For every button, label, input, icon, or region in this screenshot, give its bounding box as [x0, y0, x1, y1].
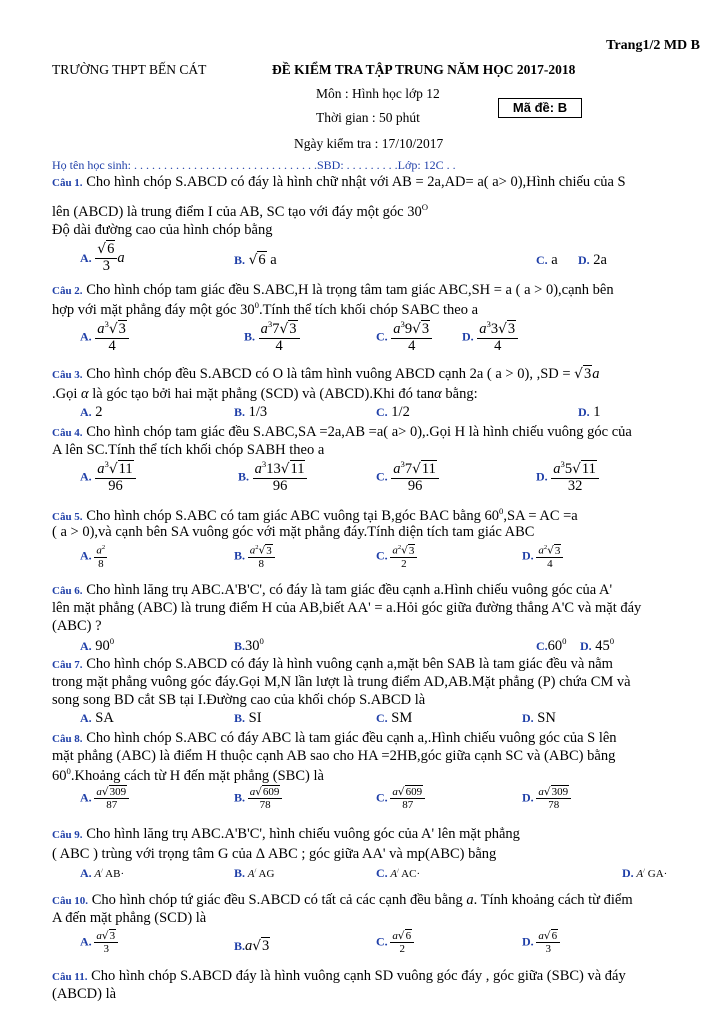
option-b[interactable]: B. 1/3: [234, 404, 268, 420]
option-b[interactable]: B. A/ AG: [234, 866, 275, 880]
question-6: Câu 6. Cho hình lăng trụ ABC.A'B'C', có đáy là tam giác đều cạnh a.Hình chiếu vuông góc của A': [52, 582, 613, 598]
option-d[interactable]: D. $\frac{a^33√3}{4}$: [462, 320, 518, 355]
option-d[interactable]: D. $45^0$: [580, 636, 615, 654]
option-a[interactable]: A. $\frac{a^3√3}{4}$: [80, 320, 129, 355]
question-4: Câu 4. Cho hình chóp tam giác đều S.ABC,SA =2a,AB =a( a> 0),.Gọi H là hình chiếu vuông góc của: [52, 424, 632, 440]
option-a[interactable]: A. $90^0$: [80, 636, 115, 654]
option-c[interactable]: C. a: [536, 252, 558, 268]
question-4-line2: A lên SC.Tính thể tích khối chóp SABH theo a: [52, 442, 325, 458]
question-9-line2: ( ABC ) trùng với trọng tâm G của Δ ABC ; góc giữa AA' và mp(ABC) bằng: [52, 846, 497, 862]
question-1-line2: [52, 202, 706, 221]
subject: Môn : Hình học lớp 12: [316, 86, 440, 101]
option-b[interactable]: B.a√3: [234, 938, 270, 954]
question-1-line3: [52, 222, 706, 239]
question-10: Câu 10. Cho hình chóp tứ giác đều S.ABCD có tất cả các cạnh đều bằng a. Tính khoảng cách từ điểm: [52, 892, 633, 908]
question-11-line2: (ABCD) là: [52, 986, 117, 1002]
question-1: [52, 174, 706, 191]
question-7: Câu 7. Cho hình chóp S.ABCD có đáy là hình vuông cạnh a,mặt bên SAB là tam giác đều và nằm: [52, 656, 613, 672]
option-d[interactable]: D. $\frac{a√6}{3}$: [522, 930, 560, 956]
question-label: Câu 1.: [52, 177, 83, 189]
option-a[interactable]: A. A/ AB·: [80, 866, 125, 880]
fraction: $\frac{√6}{3}$: [95, 242, 117, 275]
exam-date: Ngày kiểm tra : 17/10/2017: [294, 136, 444, 151]
question-2-line2: hợp với mặt phẳng đáy một góc $30^0.Tính$ thể tích khối chóp SABC theo a: [52, 300, 479, 318]
question-6-line2: lên mặt phẳng (ABC) là trung điểm H của AB,biết AA' = a.Hỏi góc giữa đường thẳng A'C và mặt đáy: [52, 600, 642, 616]
question-10-line2: A đến mặt phẳng (SCD) là: [52, 910, 207, 926]
option-c[interactable]: C. $\frac{a^39√3}{4}$: [376, 320, 432, 355]
option-b[interactable]: B. √6 a: [234, 252, 277, 268]
exam-code-box: Mã đề: B: [498, 98, 582, 118]
question-8: Câu 8. Cho hình chóp S.ABC có đáy ABC là tam giác đều cạnh a,.Hình chiếu vuông góc của S lên: [52, 730, 617, 746]
question-8-line2: mặt phẳng (ABC) là điểm H thuộc cạnh AB sao cho HA =2HB,góc giữa cạnh SC và (ABC) bằng: [52, 748, 616, 764]
option-d[interactable]: D. A/ GA·: [622, 866, 668, 880]
option-d[interactable]: D. $\frac{a√309}{78}$: [522, 786, 571, 812]
question-text: lên (ABCD) là trung điểm I của AB, SC tạo với đáy một góc 30: [52, 203, 422, 220]
student-info: Họ tên học sinh: . . . . . . . . . . . . . . . . . . . . . . . . . . . . . . .SBD: . . . . . . . . .Lớp: 12C . .: [52, 158, 456, 172]
option-b[interactable]: B. $\frac{a^313√11}{96}$: [238, 460, 307, 495]
school-name: TRƯỜNG THPT BẾN CÁT: [52, 62, 207, 77]
option-d[interactable]: D. 2a: [578, 252, 607, 268]
question-text: Độ dài đường cao của hình chóp bằng: [52, 222, 273, 238]
question-11: Câu 11. Cho hình chóp S.ABCD đáy là hình vuông cạnh SD vuông góc đáy , góc giữa (SBC) và đáy: [52, 968, 626, 984]
exam-title: ĐỀ KIỂM TRA TẬP TRUNG NĂM HỌC 2017-2018: [272, 62, 576, 77]
option-b[interactable]: B. $\frac{a^37√3}{4}$: [244, 320, 300, 355]
option-b[interactable]: B. $\frac{a√609}{78}$: [234, 786, 282, 812]
question-9: Câu 9. Cho hình lăng trụ ABC.A'B'C', hình chiếu vuông góc của A' lên mặt phẳng: [52, 826, 520, 842]
question-label: Câu 2.: [52, 285, 83, 297]
question-text: Cho hình chóp S.ABCD có đáy là hình chữ nhật với AB = 2a,AD= a( a> 0),Hình chiếu của S: [86, 174, 626, 190]
option-c[interactable]: C. $\frac{a^2√3}{2}$: [376, 544, 417, 570]
option-label: B.: [234, 253, 246, 267]
option-a[interactable]: A. $\frac{a^3√11}{96}$: [80, 460, 136, 495]
option-label: A.: [80, 250, 92, 265]
question-7-line3: song song BD cắt SB tại I.Đường cao của khối chóp S.ABCD là: [52, 692, 426, 708]
question-3: Câu 3. Cho hình chóp đều S.ABCD có O là tâm hình vuông ABCD cạnh 2a ( a > 0), ,SD = √3a: [52, 366, 600, 382]
option-c[interactable]: C. $\frac{a√609}{87}$: [376, 786, 425, 812]
question-8-line3: $60^0.Khoảng$ cách từ H đến mặt phẳng (SBC) là: [52, 766, 324, 784]
question-5-line2: ( a > 0),và cạnh bên SA vuông góc với mặt phẳng đáy.Tính diện tích tam giác ABC: [52, 524, 535, 540]
question-7-line2: trong mặt phẳng vuông góc đáy.Gọi M,N lần lượt là trung điểm AD,AB.Mặt phẳng (P) chứa CM và: [52, 674, 631, 690]
option-d[interactable]: D. $\frac{a^2√3}{4}$: [522, 544, 563, 570]
question-3-line2: .Gọi α là góc tạo bởi hai mặt phẳng (SCD) và (ABCD).Khi đó tanα bằng:: [52, 386, 478, 402]
option-a[interactable]: A. SA: [80, 710, 114, 726]
option-a[interactable]: A. $\frac{a√309}{87}$: [80, 786, 129, 812]
option-d[interactable]: D. 1: [578, 404, 601, 420]
option-a[interactable]: A. $\frac{a√3}{3}$: [80, 930, 118, 956]
option-a[interactable]: A. $\frac{√6}{3}$ a: [80, 241, 125, 274]
option-c[interactable]: C. $\frac{a√6}{2}$: [376, 930, 414, 956]
option-a[interactable]: A. $\frac{a^2}{8}$: [80, 544, 106, 570]
option-d[interactable]: D. SN: [522, 710, 556, 726]
option-d[interactable]: D. $\frac{a^35√11}{32}$: [536, 460, 599, 495]
degree-sup: O: [421, 202, 428, 212]
option-b[interactable]: $B.30^0$: [234, 636, 264, 654]
question-6-line3: (ABC) ?: [52, 618, 102, 634]
question-2: [52, 282, 706, 299]
option-c[interactable]: $C.60^0$: [536, 636, 567, 654]
option-c[interactable]: C. SM: [376, 710, 413, 726]
option-c[interactable]: C. $\frac{a^37√11}{96}$: [376, 460, 439, 495]
option-b[interactable]: B. $\frac{a^2√3}{8}$: [234, 544, 275, 570]
option-c[interactable]: C. 1/2: [376, 404, 410, 420]
page-number: Trang1/2 MD B: [606, 38, 700, 53]
option-a[interactable]: A. 2: [80, 404, 103, 420]
duration: Thời gian : 50 phút: [316, 110, 420, 125]
option-b[interactable]: B. SI: [234, 710, 262, 726]
question-5: Câu 5. Cho hình chóp S.ABC có tam giác ABC vuông tại B,góc BAC bằng $60^0,SA$ = AC =a: [52, 506, 578, 524]
option-c[interactable]: C. A/ AC·: [376, 866, 421, 880]
question-text: Cho hình chóp tam giác đều S.ABC,H là trọng tâm tam giác ABC,SH = a ( a > 0),cạnh bên: [86, 282, 614, 298]
